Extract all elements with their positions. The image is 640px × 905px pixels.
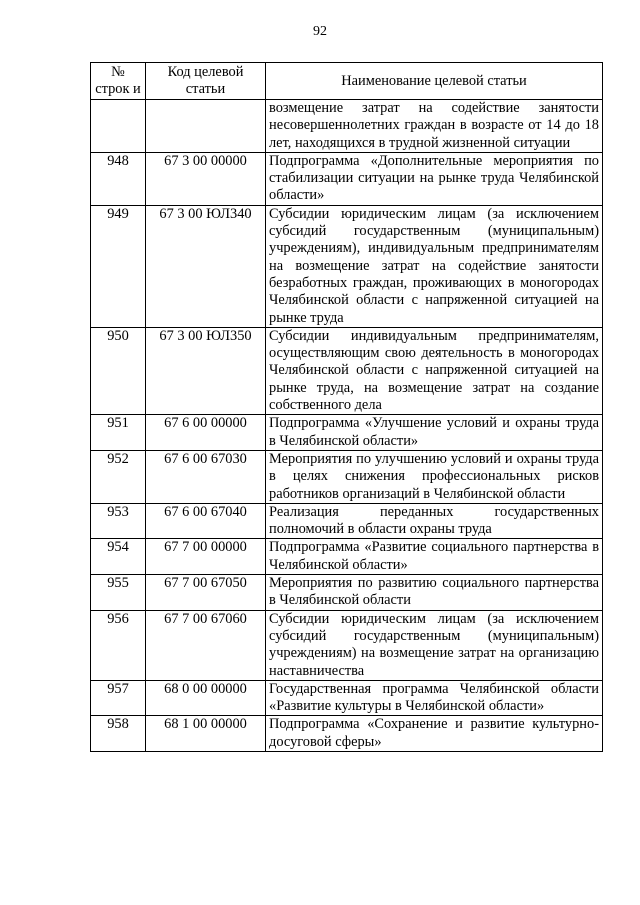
row-number-cell: 955 xyxy=(91,575,146,611)
target-name-cell: Субсидии юридическим лицам (за исключением субсидий государственным (муниципальным) учреждениям) на возмещение затрат на организацию наставничества xyxy=(266,610,603,680)
table-row xyxy=(91,450,603,503)
row-number-cell: 951 xyxy=(91,415,146,451)
target-name-cell: Государственная программа Челябинской области «Развитие культуры в Челябинской области» xyxy=(266,680,603,716)
target-name-cell: возмещение затрат на содействие занятости несовершеннолетних граждан в возрасте от 14 до 18 лет, находящихся в трудной жизненной ситуации xyxy=(266,100,603,153)
row-number-cell: 953 xyxy=(91,503,146,539)
row-number-cell: 956 xyxy=(91,610,146,680)
target-code-cell: 67 3 00 00000 xyxy=(146,152,266,205)
target-name-cell: Мероприятия по развитию социального партнерства в Челябинской области xyxy=(266,575,603,611)
header-row-number: № строк и xyxy=(91,63,146,100)
target-code-cell: 68 0 00 00000 xyxy=(146,680,266,716)
target-name-cell: Реализация переданных государственных полномочий в области охраны труда xyxy=(266,503,603,539)
target-code-cell: 67 7 00 67060 xyxy=(146,610,266,680)
table-row xyxy=(91,575,603,611)
target-code-cell: 67 3 00 ЮЛ340 xyxy=(146,205,266,327)
target-name-cell: Субсидии юридическим лицам (за исключением субсидий государственным (муниципальным) учреждениям), индивидуальным предпринимателям на возмещение затрат на содействие занятости безработных граждан, проживающих в моногородах Челябинской области с напряженной ситуацией на рынке труда xyxy=(266,205,603,327)
row-number-cell: 949 xyxy=(91,205,146,327)
target-code-cell: 67 3 00 ЮЛ350 xyxy=(146,327,266,414)
table-row xyxy=(91,716,603,752)
row-number-cell: 958 xyxy=(91,716,146,752)
target-code-cell: 67 6 00 67040 xyxy=(146,503,266,539)
target-name-cell: Подпрограмма «Сохранение и развитие культурно-досуговой сферы» xyxy=(266,716,603,752)
target-code-cell: 67 6 00 00000 xyxy=(146,415,266,451)
table-row xyxy=(91,152,603,205)
target-code-cell xyxy=(146,100,266,153)
target-name-cell: Мероприятия по улучшению условий и охраны труда в целях снижения профессиональных рисков работников организаций в Челябинской области xyxy=(266,450,603,503)
target-name-cell: Подпрограмма «Улучшение условий и охраны труда в Челябинской области» xyxy=(266,415,603,451)
table-row xyxy=(91,205,603,327)
row-number-cell: 950 xyxy=(91,327,146,414)
target-code-cell: 67 7 00 67050 xyxy=(146,575,266,611)
table-row xyxy=(91,539,603,575)
header-target-code: Код целевой статьи xyxy=(146,63,266,100)
table-row xyxy=(91,327,603,414)
table-row xyxy=(91,503,603,539)
table-row xyxy=(91,100,603,153)
target-code-cell: 67 6 00 67030 xyxy=(146,450,266,503)
target-name-cell: Подпрограмма «Дополнительные мероприятия по стабилизации ситуации на рынке труда Челябинской области» xyxy=(266,152,603,205)
target-name-cell: Субсидии индивидуальным предпринимателям, осуществляющим свою деятельность в моногородах Челябинской области с напряженной ситуацией на рынке труда, на возмещение затрат на создание собственного дела xyxy=(266,327,603,414)
target-name-cell: Подпрограмма «Развитие социального партнерства в Челябинской области» xyxy=(266,539,603,575)
header-target-name: Наименование целевой статьи xyxy=(266,63,603,100)
row-number-cell: 957 xyxy=(91,680,146,716)
target-code-cell: 67 7 00 00000 xyxy=(146,539,266,575)
table-row xyxy=(91,415,603,451)
table-header-row xyxy=(91,63,603,100)
table-row xyxy=(91,610,603,680)
row-number-cell: 952 xyxy=(91,450,146,503)
target-articles-table xyxy=(90,62,603,752)
row-number-cell: 954 xyxy=(91,539,146,575)
table-row xyxy=(91,680,603,716)
row-number-cell: 948 xyxy=(91,152,146,205)
row-number-cell xyxy=(91,100,146,153)
page-number: 92 xyxy=(313,24,327,39)
target-code-cell: 68 1 00 00000 xyxy=(146,716,266,752)
